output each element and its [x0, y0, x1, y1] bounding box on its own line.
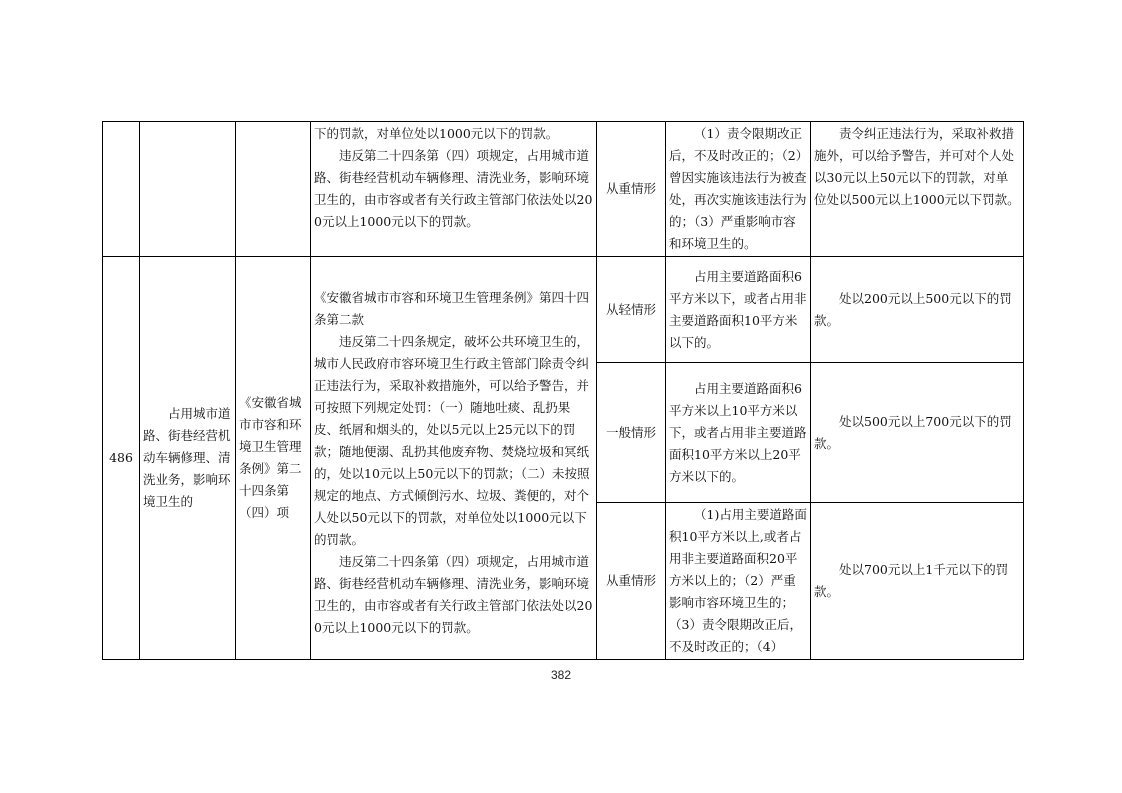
- violation-text: 占用城市道路、街巷经营机动车辆修理、清洗业务，影响环境卫生的: [143, 406, 231, 509]
- cell-clause-prev: [236, 122, 311, 257]
- cell-basis: [311, 257, 597, 660]
- basis-text-2: 违反第二十四条第（四）项规定，占用城市道路、街巷经营机动车辆修理、清洗业务，影响环境卫生的，由市容或者有关行政主管部门依法处以200元以上1000元以下的罚款。: [314, 554, 593, 635]
- basis-text-1: 违反第二十四条规定，破坏公共环境卫生的，城市人民政府市容环境卫生行政主管部门除责令纠正违法行为，采取补救措施外，可以给予警告，并可按照下列规定处罚：（一）随地吐痰、乱扔果皮、纸屑和烟头的，处以5元以上25元以下的罚款；随地便溺、乱扔其他废弃物、焚烧垃圾和冥纸的，处以10元以上50元以下的罚款；（二）未按照规定的地点、方式倾倒污水、垃圾、粪便的，对个人处以50元以下的罚款，对单位处以1000元以下的罚款。: [314, 334, 590, 547]
- cell-criteria-severe: [666, 503, 811, 660]
- criteria-text-light: 占用主要道路面积6平方米以下，或者占用非主要道路面积10平方米以下的。: [669, 268, 807, 350]
- table-row-prev: [103, 122, 1024, 257]
- cell-standard-severe: [811, 503, 1024, 660]
- cell-circumstance-light: 从轻情形: [597, 257, 666, 363]
- basis-text-prev-2: 违反第二十四条第（四）项规定，占用城市道路、街巷经营机动车辆修理、清洗业务，影响环境卫生的，由市容或者有关行政主管部门依法处以200元以上1000元以下的罚款。: [314, 148, 593, 229]
- basis-title: 《安徽省城市市容和环境卫生管理条例》第四十四条第二款: [314, 290, 590, 327]
- standard-text-normal: 处以500元以上700元以下的罚款。: [814, 413, 1012, 451]
- table-row-486-light: [103, 257, 1024, 363]
- cell-violation-prev: [140, 122, 236, 257]
- clause-text: 《安徽省城市市容和环境卫生管理条例》第二十四条第（四）项: [239, 395, 302, 520]
- cell-basis-prev: [311, 122, 597, 257]
- cell-criteria-prev: [666, 122, 811, 257]
- standard-text-severe: 处以700元以上1千元以下的罚款。: [814, 562, 1009, 599]
- criteria-text-normal: 占用主要道路面积6平方米以上10平方米以下，或者占用非主要道路面积10平方米以上20平方米以下的。: [669, 380, 807, 484]
- page-number: 382: [550, 668, 572, 682]
- criteria-text-prev: （1）责令限期改正后，不及时改正的；（2）曾因实施该违法行为被查处，再次实施该违法行为的；（3）严重影响市容和环境卫生的。: [669, 126, 807, 251]
- cell-violation: [140, 257, 236, 660]
- cell-number: 486: [103, 257, 140, 660]
- cell-clause: [236, 257, 311, 660]
- penalty-standards-table: [102, 121, 1024, 660]
- cell-circumstance-prev: 从重情形: [597, 122, 666, 257]
- cell-circumstance-normal: 一般情形: [597, 363, 666, 503]
- cell-circumstance-severe: 从重情形: [597, 503, 666, 660]
- cell-number-prev: [103, 122, 140, 257]
- criteria-text-severe: （1)占用主要道路面积10平方米以上,或者占用非主要道路面积20平方米以上的；（2）严重影响市容环境卫生的；（3）责令限期改正后，不及时改正的；（4）: [669, 507, 807, 654]
- cell-standard-light: [811, 257, 1024, 363]
- cell-standard-prev: [811, 122, 1024, 257]
- basis-text-prev-1: 下的罚款，对单位处以1000元以下的罚款。: [314, 126, 559, 141]
- standard-text-prev: 责令纠正违法行为，采取补救措施外，可以给予警告，并可对个人处以30元以上50元以下的罚款，对单位处以500元以上1000元以下罚款。: [814, 126, 1020, 207]
- cell-criteria-normal: [666, 363, 811, 503]
- cell-criteria-light: [666, 257, 811, 363]
- cell-standard-normal: [811, 363, 1024, 503]
- standard-text-light: 处以200元以上500元以下的罚款。: [814, 290, 1012, 328]
